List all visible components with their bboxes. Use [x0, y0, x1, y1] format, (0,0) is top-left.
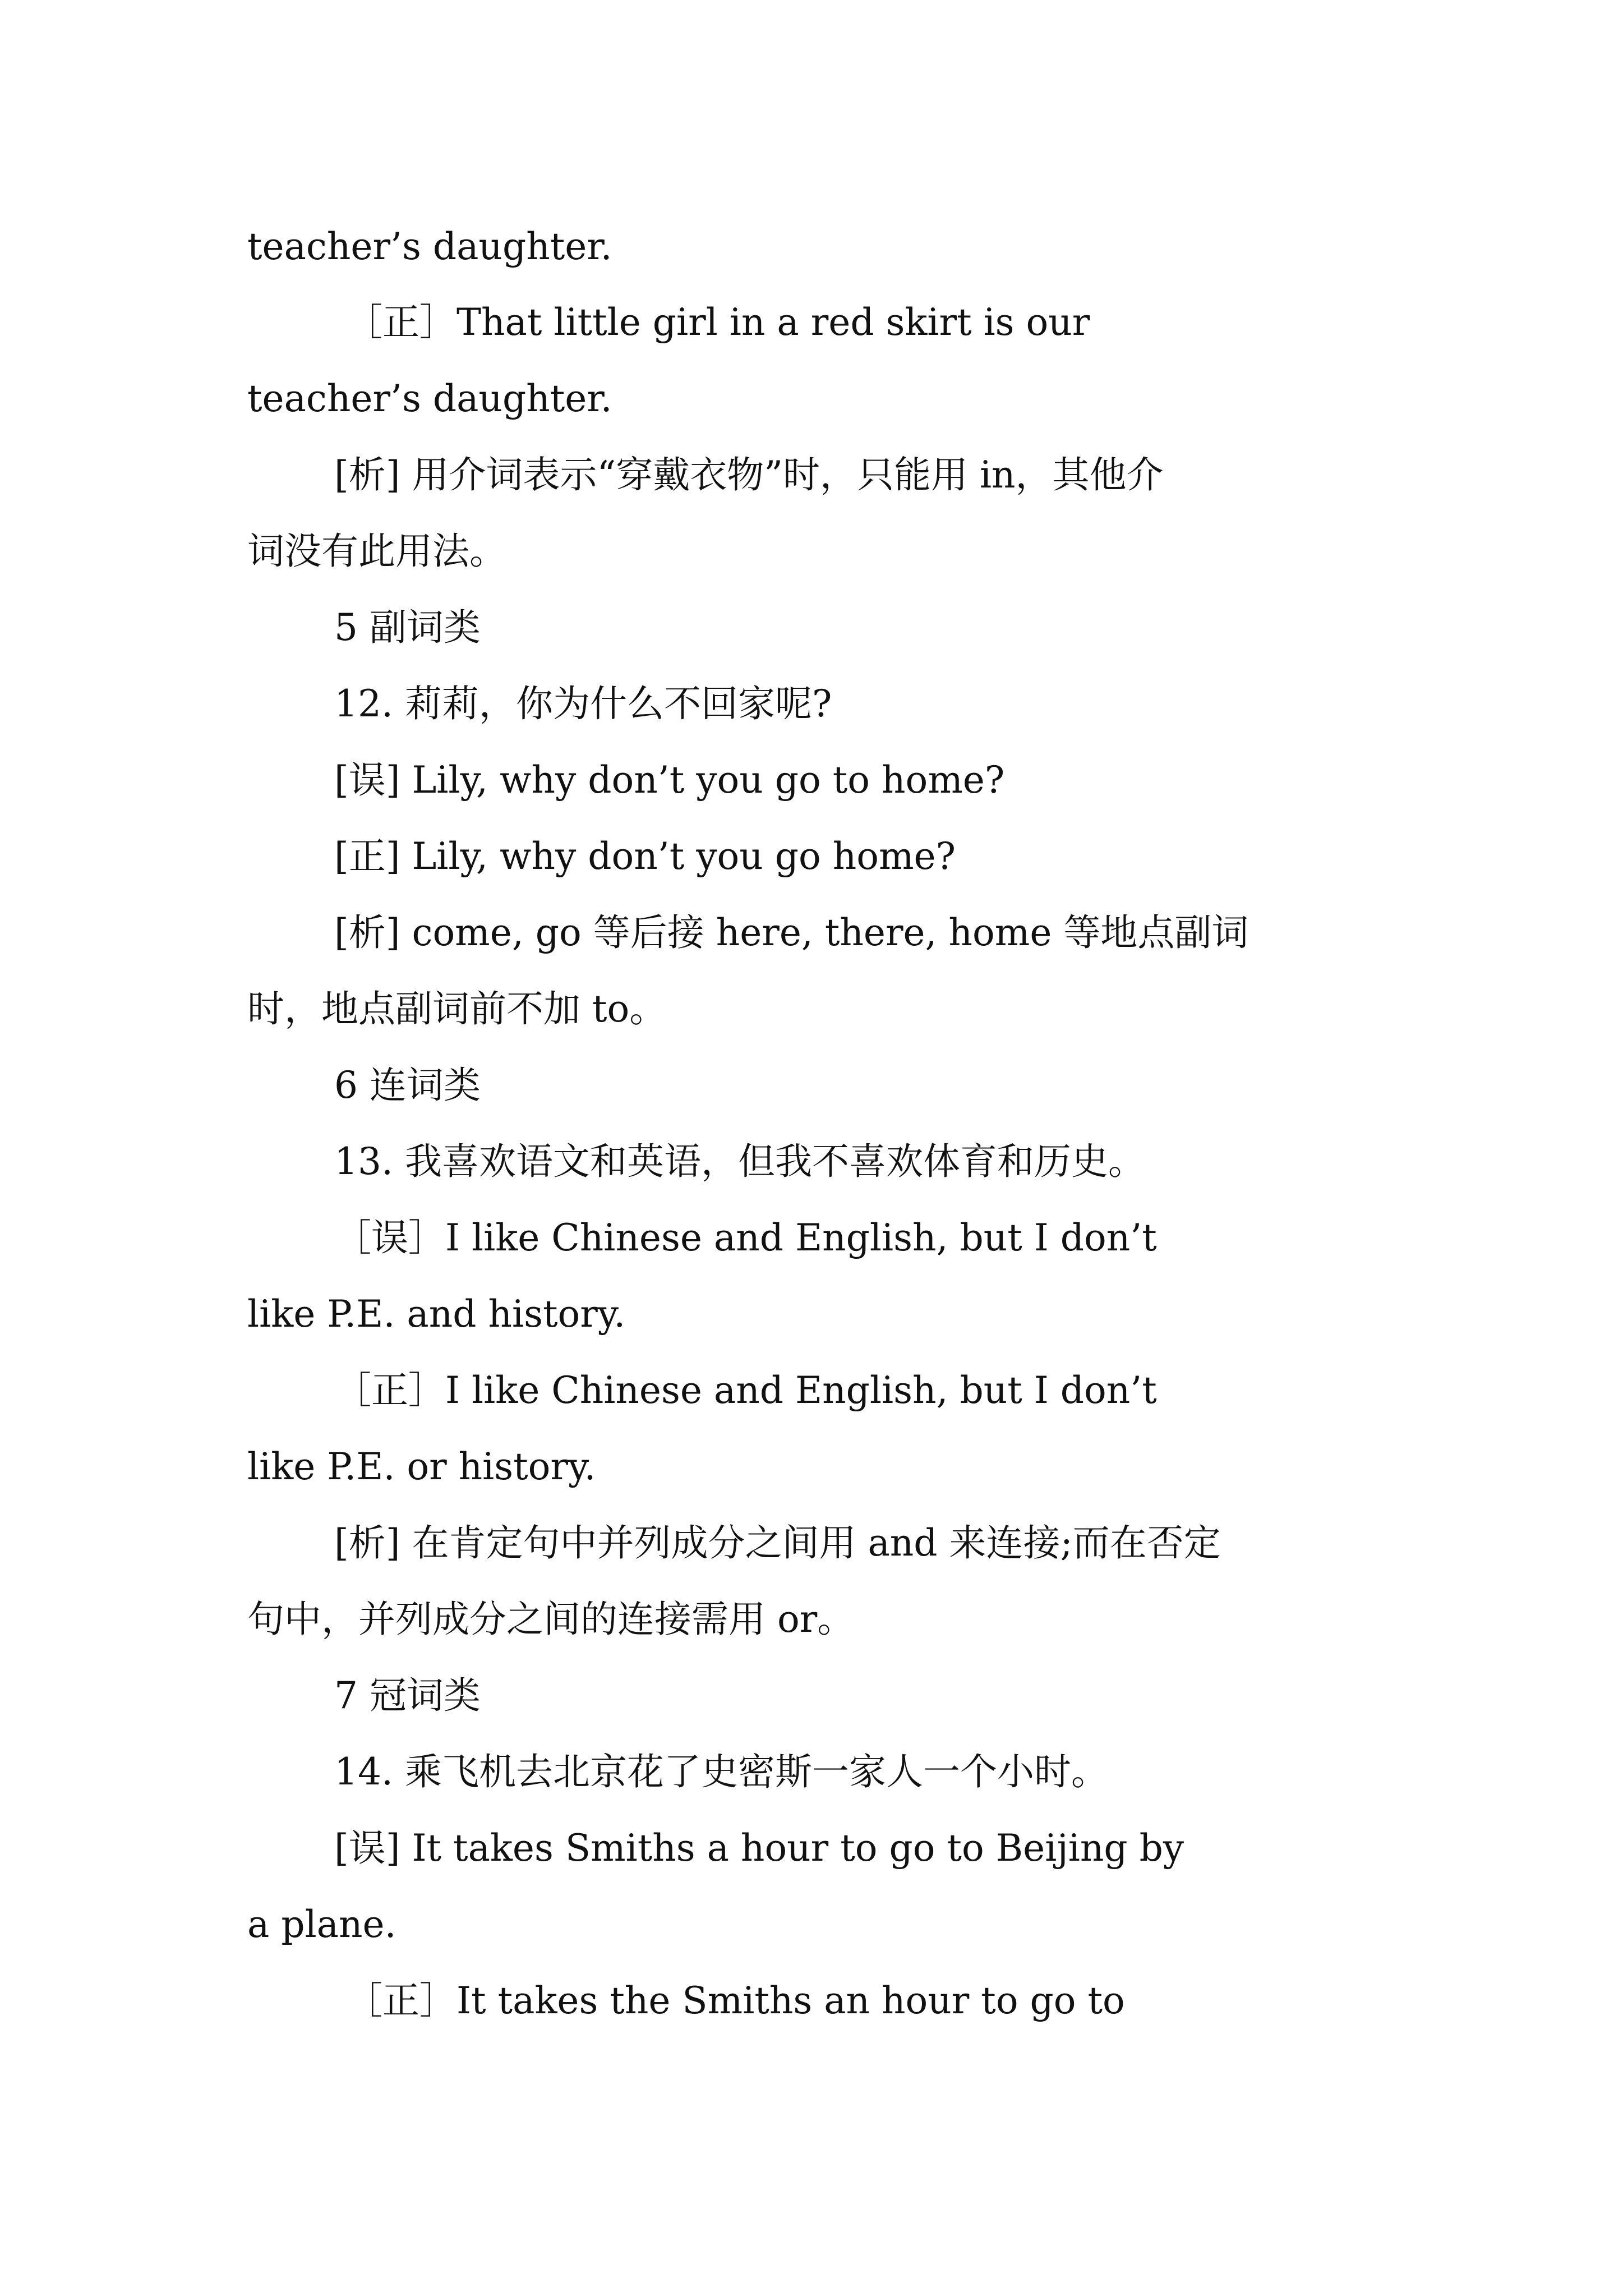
- text-line: ［正］That little girl in a red skirt is our: [345, 301, 1090, 344]
- section-heading: 6 连词类: [334, 1064, 481, 1107]
- section-heading: 5 副词类: [334, 606, 481, 649]
- text-line: 句中，并列成分之间的连接需用 or。: [247, 1598, 855, 1641]
- question-line: 14. 乘飞机去北京花了史密斯一家人一个小时。: [334, 1750, 1108, 1793]
- text-line: [析] come, go 等后接 here, there, home 等地点副词: [334, 911, 1249, 954]
- text-line: [析] 用介词表示“穿戴衣物”时，只能用 in，其他介: [334, 453, 1164, 496]
- text-line: ［误］I like Chinese and English, but I don’t: [334, 1216, 1157, 1259]
- text-line: [误] It takes Smiths a hour to go to Beijing by: [334, 1826, 1184, 1870]
- question-line: 12. 莉莉，你为什么不回家呢?: [334, 682, 832, 725]
- text-line: 词没有此用法。: [247, 530, 506, 573]
- text-line: ［正］I like Chinese and English, but I don’t: [334, 1369, 1157, 1412]
- text-line: teacher’s daughter.: [247, 377, 612, 420]
- text-line: like P.E. and history.: [247, 1292, 626, 1336]
- text-line: 时，地点副词前不加 to。: [247, 987, 667, 1030]
- text-line: teacher’s daughter.: [247, 225, 612, 268]
- section-heading: 7 冠词类: [334, 1674, 481, 1717]
- text-line: like P.E. or history.: [247, 1445, 596, 1488]
- text-line: a plane.: [247, 1903, 396, 1946]
- text-line: [正] Lily, why don’t you go home?: [334, 835, 956, 878]
- text-line: [析] 在肯定句中并列成分之间用 and 来连接;而在否定: [334, 1521, 1221, 1565]
- text-line: [误] Lily, why don’t you go to home?: [334, 758, 1005, 802]
- question-line: 13. 我喜欢语文和英语，但我不喜欢体育和历史。: [334, 1140, 1145, 1183]
- text-line: ［正］It takes the Smiths an hour to go to: [345, 1979, 1125, 2022]
